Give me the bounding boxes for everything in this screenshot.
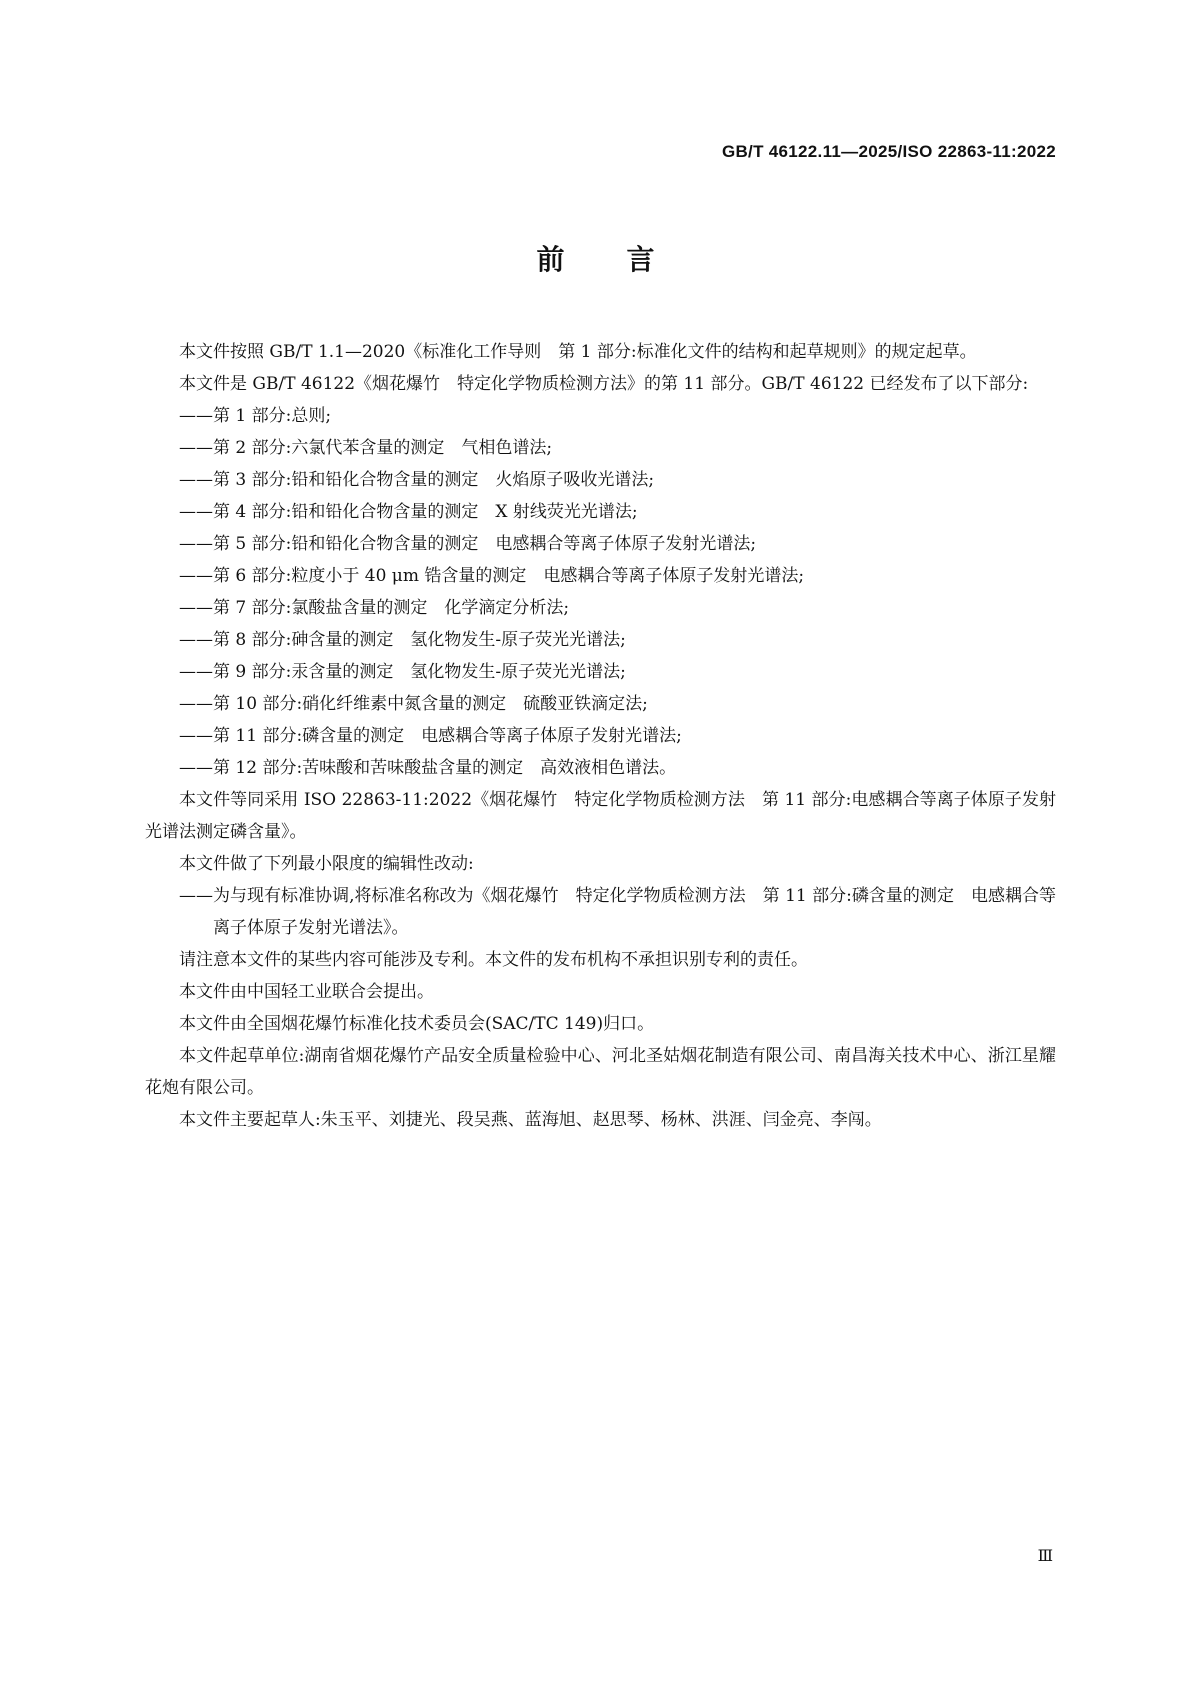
list-item: ——第 10 部分:硝化纤维素中氮含量的测定 硫酸亚铁滴定法; (179, 694, 648, 714)
paragraph-drafting-units: 本文件起草单位:湖南省烟花爆竹产品安全质量检验中心、河北圣姑烟花制造有限公司、南昌海关技术中心、浙江星耀花炮有限公司。 (145, 1046, 1056, 1098)
list-item: ——第 6 部分:粒度小于 40 μm 锆含量的测定 电感耦合等离子体原子发射光谱法; (179, 566, 805, 586)
paragraph-proposer: 本文件由中国轻工业联合会提出。 (179, 982, 434, 1002)
list-item: ——第 8 部分:砷含量的测定 氢化物发生-原子荧光光谱法; (179, 630, 626, 650)
list-item: ——第 11 部分:磷含量的测定 电感耦合等离子体原子发射光谱法; (179, 726, 682, 746)
paragraph-patent-notice: 请注意本文件的某些内容可能涉及专利。本文件的发布机构不承担识别专利的责任。 (179, 950, 808, 970)
paragraph-editorial-changes: 本文件做了下列最小限度的编辑性改动: (179, 854, 474, 874)
list-item: ——第 1 部分:总则; (179, 406, 332, 426)
paragraph-drafters: 本文件主要起草人:朱玉平、刘捷光、段吴燕、蓝海旭、赵思琴、杨林、洪涯、闫金亮、李闯。 (179, 1110, 882, 1130)
list-item: ——第 2 部分:六氯代苯含量的测定 气相色谱法; (179, 438, 553, 458)
paragraph-series-intro: 本文件是 GB/T 46122《烟花爆竹 特定化学物质检测方法》的第 11 部分。GB/T 46122 已经发布了以下部分: (179, 374, 1029, 394)
list-item: ——第 9 部分:汞含量的测定 氢化物发生-原子荧光光谱法; (179, 662, 626, 682)
foreword-body (145, 336, 1056, 1136)
list-item: ——第 3 部分:铅和铅化合物含量的测定 火焰原子吸收光谱法; (179, 470, 655, 490)
paragraph-committee: 本文件由全国烟花爆竹标准化技术委员会(SAC/TC 149)归口。 (179, 1014, 655, 1034)
edits-list (145, 880, 1056, 944)
document-code: GB/T 46122.11—2025/ISO 22863-11:2022 (721, 142, 1056, 161)
paragraph-drafting-basis: 本文件按照 GB/T 1.1—2020《标准化工作导则 第 1 部分:标准化文件的结构和起草规则》的规定起草。 (179, 342, 977, 362)
list-item: ——第 5 部分:铅和铅化合物含量的测定 电感耦合等离子体原子发射光谱法; (179, 534, 757, 554)
list-item: ——为与现有标准协调,将标准名称改为《烟花爆竹 特定化学物质检测方法 第 11 部分:磷含量的测定 电感耦合等离子体原子发射光谱法》。 (179, 886, 1056, 938)
page-number: Ⅲ (1037, 1546, 1053, 1565)
list-item: ——第 12 部分:苦味酸和苦味酸盐含量的测定 高效液相色谱法。 (179, 758, 677, 778)
paragraph-iso-adoption: 本文件等同采用 ISO 22863-11:2022《烟花爆竹 特定化学物质检测方法 第 11 部分:电感耦合等离子体原子发射光谱法测定磷含量》。 (145, 790, 1056, 842)
parts-list (145, 400, 1056, 784)
list-item: ——第 7 部分:氯酸盐含量的测定 化学滴定分析法; (179, 598, 570, 618)
page-title: 前言 (536, 243, 717, 276)
list-item: ——第 4 部分:铅和铅化合物含量的测定 X 射线荧光光谱法; (179, 502, 638, 522)
